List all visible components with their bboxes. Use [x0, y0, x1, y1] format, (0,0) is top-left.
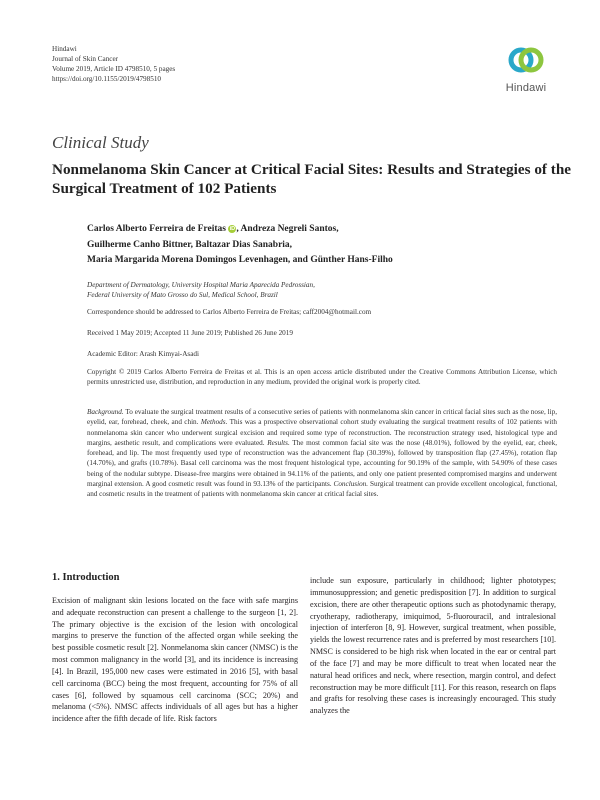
abstract: [87, 407, 557, 500]
affiliation-line: Federal University of Mato Grosso do Sul, Medical School, Brazil: [87, 291, 278, 299]
author-name: , Andreza Negreli Santos,: [236, 224, 339, 234]
logo-wordmark: Hindawi: [505, 82, 547, 94]
abstract-text: This was a prospective observational cohort study evaluating the surgical treatment results of 102 patients with nonmelanoma skin cancer who underwent surgical excision and required some type of reconstruction. The reconstruction strategy used, histological type and margins, aesthetic result, and complications were evaluated.: [87, 418, 557, 447]
abstract-text: Surgical treatment can provide excellent oncological, functional, and cosmetic results in the treatment of patients with nonmelanoma skin cancer at critical facial sites.: [87, 480, 558, 499]
author-name: Guilherme Canho Bittner, Baltazar Dias Sanabria,: [87, 239, 293, 250]
volume-info: Volume 2019, Article ID 4798510, 5 pages: [52, 65, 176, 73]
publisher-name: Hindawi: [52, 45, 77, 53]
running-header: [52, 44, 175, 84]
hindawi-logo: [496, 40, 556, 102]
copyright-notice: Copyright © 2019 Carlos Alberto Ferreira de Freitas et al. This is an open access article distributed under the Creative Commons Attribution License, which permits unrestricted use, distribution, and reproduction in any medium, provided the original work is properly cited.: [87, 368, 557, 386]
body-paragraph: include sun exposure, particularly in childhood; lighter phototypes; immunosuppression; and genetic predisposition [7]. In addition to surgical excision, there are other therapeutic options such as photodynamic therapy, cryotherapy, radiotherapy, imiquimod, 5-fluorouracil, and intralesional injection of interferon [8, 9]. However, surgical treatment, when possible, yields the lowest recurrence rates and is preferred by most researchers [10]. NMSC is considered to be high risk when located in the ear or central part of the face [7] and may be more difficult to treat when located near the natural head orifices and neck, where resection, margin control, and defect reconstruction may be more difficult [11]. For this reason, research on flaps and grafts for resolving these cases is increasingly encouraged. This study analyzes the: [310, 576, 556, 716]
author-name: Maria Margarida Morena Domingos Levenhagen, and Günther Hans-Filho: [87, 255, 393, 265]
author-name[interactable]: Carlos Alberto Ferreira de Freitas: [87, 224, 226, 234]
abstract-label: Background.: [87, 408, 124, 416]
orcid-icon[interactable]: iD: [229, 226, 236, 232]
affiliation-line: Department of Dermatology, University Hospital Maria Aparecida Pedrossian,: [87, 281, 315, 289]
abstract-text: To evaluate the surgical treatment results of a consecutive series of patients with nonmelanoma skin cancer in critical facial sites such as the nose, lip, eyelid, ear, forehead, cheek, and chin.: [87, 408, 557, 427]
abstract-label: Results.: [267, 438, 290, 447]
section-heading: 1. Introduction: [52, 572, 120, 583]
hindawi-logo-icon: [506, 40, 546, 80]
journal-name: Journal of Skin Cancer: [52, 55, 119, 63]
body-column-right: [310, 575, 556, 717]
correspondence: Correspondence should be addressed to Carlos Alberto Ferreira de Freitas; caff2004@hotmail.com: [87, 308, 372, 316]
doi-link[interactable]: https://doi.org/10.1155/2019/4798510: [52, 75, 162, 83]
abstract-text: The most common facial site was the nose (48.01%), followed by the eyelid, ear, cheek, forehead, and lip. The most frequently used type of reconstruction was the advancement flap (30.39%), followed by transposition flap (27.45%), rotation flap (14.70%), and grafts (10.78%). Basal cell carcinoma was the most frequent histological type, accounting for 90.19% of the sample, with 54.90% of these cases being of the nodular subtype. Disease-free margins were obtained in 94.11% of the patients, and only one patient presented compromised margins and underwent marginal extension. A good cosmetic result was found in 93.13% of the participants.: [87, 438, 557, 489]
article-type: Clinical Study: [52, 133, 149, 152]
publication-dates: Received 1 May 2019; Accepted 11 June 2019; Published 26 June 2019: [87, 329, 293, 337]
affiliation: [87, 280, 557, 300]
body-paragraph: Excision of malignant skin lesions located on the face with safe margins and adequate reconstruction can present a challenge to the surgeon [1, 2]. The primary objective is the excision of the lesion with oncological margins to preserve the function of the affected organ while seeking the best possible cosmetic result [2]. Nonmelanoma skin cancer (NMSC) is the most common malignancy in the world [3], and its incidence is increasing [4]. In Brazil, 195,000 new cases were estimated in 2016 [5], with basal cell carcinoma (BCC) being the most frequent, accounting for 75% of all cases [6], followed by squamous cell carcinoma (SCC; 20%) and melanoma (<5%). NMSC affects individuals of all ages but has a higher incidence after the fifth decade of life. Risk factors: [52, 595, 298, 724]
academic-editor: Academic Editor: Arash Kimyai-Asadi: [87, 350, 199, 358]
article-title: Nonmelanoma Skin Cancer at Critical Facial Sites: Results and Strategies of the Surgical Treatment of 102 Patients: [52, 161, 572, 197]
abstract-label: Conclusion.: [333, 480, 369, 489]
author-list: [87, 222, 557, 269]
abstract-label: Methods.: [200, 418, 228, 427]
body-column-left: [52, 572, 298, 725]
